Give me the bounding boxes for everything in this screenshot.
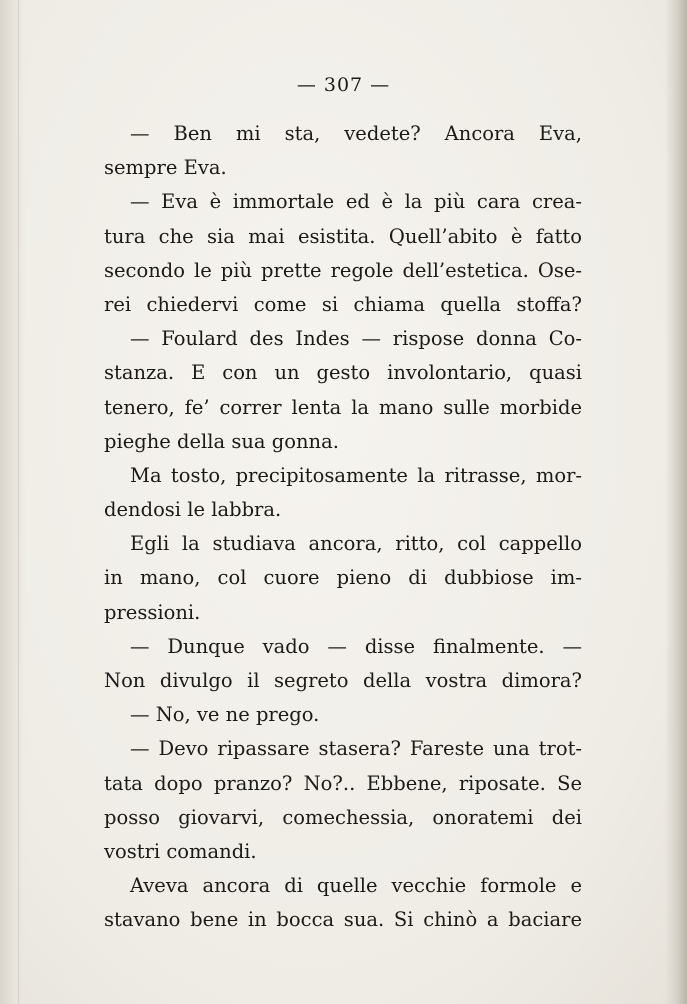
text-line: tata dopo pranzo? No?.. Ebbene, riposate. Se <box>104 771 582 795</box>
text-line: Non divulgo il segreto della vostra dimora? <box>104 669 582 692</box>
text-line: in mano, col cuore pieno di dubbiose im- <box>104 566 582 590</box>
text-line: tura che sia mai esistita. Quell’abito è fatto <box>104 224 582 248</box>
text-line: — Foulard des Indes — rispose donna Co- <box>130 327 582 351</box>
text-line: secondo le più prette regole dell’estetica. Ose- <box>104 258 582 282</box>
text-line: Ma tosto, precipitosamente la ritrasse, mor- <box>130 463 582 487</box>
page-gutter-shadow <box>0 0 26 1004</box>
body-text <box>104 117 582 938</box>
text-line: rei chiedervi come si chiama quella stoffa? <box>104 292 582 316</box>
text-line: — Ben mi sta, vedete? Ancora Eva, <box>130 122 582 145</box>
text-line: Egli la studiava ancora, ritto, col cappello <box>130 532 582 556</box>
text-line: Aveva ancora di quelle vecchie formole e <box>130 874 582 898</box>
page-number: — 307 — <box>296 74 391 96</box>
text-line: vostri comandi. <box>104 839 257 863</box>
text-line: sempre Eva. <box>104 156 227 180</box>
text-line: — Dunque vado — disse finalmente. — <box>130 634 582 658</box>
text-line: — Eva è immortale ed è la più cara crea- <box>130 190 582 214</box>
text-line: pieghe della sua gonna. <box>104 429 339 453</box>
text-line: posso giovarvi, comechessia, onoratemi dei <box>104 805 582 829</box>
text-line: tenero, fe’ correr lenta la mano sulle morbide <box>104 395 582 419</box>
text-line: stavano bene in bocca sua. Si chinò a baciare <box>104 908 582 932</box>
text-line: — Devo ripassare stasera? Fareste una trot- <box>130 737 582 761</box>
text-line: dendosi le labbra. <box>104 498 282 522</box>
spine-line <box>18 0 19 1004</box>
text-line: stanza. E con un gesto involontario, quasi <box>104 361 582 385</box>
text-line: — No, ve ne prego. <box>130 703 320 727</box>
text-line: pressioni. <box>104 600 201 624</box>
page-edge <box>665 0 687 1004</box>
